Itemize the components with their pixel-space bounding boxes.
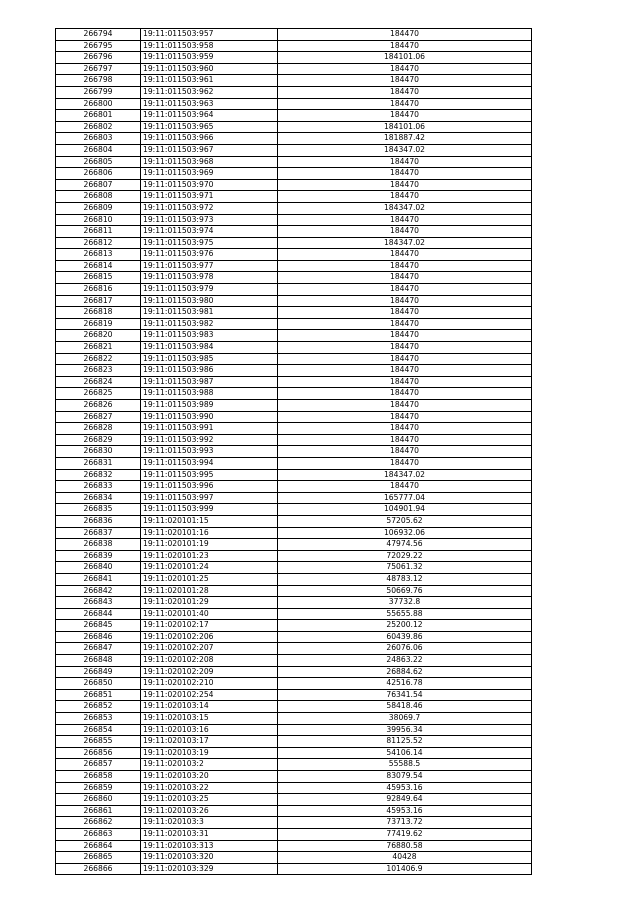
row-number-cell: 266825 bbox=[56, 388, 141, 400]
cadastral-number-cell: 19:11:011503:970 bbox=[141, 179, 278, 191]
cadastral-number-cell: 19:11:020101:23 bbox=[141, 550, 278, 562]
row-number-cell: 266808 bbox=[56, 191, 141, 203]
row-number-cell: 266864 bbox=[56, 840, 141, 852]
table-row bbox=[56, 260, 532, 272]
cadastral-number-cell: 19:11:011503:992 bbox=[141, 434, 278, 446]
row-number-cell: 266833 bbox=[56, 481, 141, 493]
table-row bbox=[56, 631, 532, 643]
row-number-cell: 266814 bbox=[56, 260, 141, 272]
row-number-cell: 266843 bbox=[56, 597, 141, 609]
row-number-cell: 266848 bbox=[56, 655, 141, 667]
table-row bbox=[56, 469, 532, 481]
table-row bbox=[56, 539, 532, 551]
cadastral-number-cell: 19:11:011503:975 bbox=[141, 237, 278, 249]
row-number-cell: 266861 bbox=[56, 805, 141, 817]
row-number-cell: 266838 bbox=[56, 539, 141, 551]
value-cell: 184470 bbox=[278, 156, 532, 168]
cadastral-number-cell: 19:11:020101:29 bbox=[141, 597, 278, 609]
row-number-cell: 266807 bbox=[56, 179, 141, 191]
row-number-cell: 266866 bbox=[56, 863, 141, 875]
cadastral-number-cell: 19:11:011503:979 bbox=[141, 284, 278, 296]
cadastral-number-cell: 19:11:020102:210 bbox=[141, 678, 278, 690]
cadastral-number-cell: 19:11:020103:25 bbox=[141, 794, 278, 806]
table-row bbox=[56, 655, 532, 667]
row-number-cell: 266811 bbox=[56, 226, 141, 238]
table-row bbox=[56, 121, 532, 133]
row-number-cell: 266809 bbox=[56, 202, 141, 214]
table-row bbox=[56, 226, 532, 238]
table-row bbox=[56, 446, 532, 458]
table-row bbox=[56, 643, 532, 655]
cadastral-number-cell: 19:11:020102:17 bbox=[141, 620, 278, 632]
table-row bbox=[56, 202, 532, 214]
value-cell: 184101.06 bbox=[278, 121, 532, 133]
row-number-cell: 266826 bbox=[56, 400, 141, 412]
value-cell: 55588.5 bbox=[278, 759, 532, 771]
row-number-cell: 266832 bbox=[56, 469, 141, 481]
cadastral-number-cell: 19:11:020103:313 bbox=[141, 840, 278, 852]
cadastral-number-cell: 19:11:011503:985 bbox=[141, 353, 278, 365]
row-number-cell: 266823 bbox=[56, 365, 141, 377]
cadastral-number-cell: 19:11:011503:973 bbox=[141, 214, 278, 226]
table-row bbox=[56, 492, 532, 504]
table-row bbox=[56, 191, 532, 203]
cadastral-number-cell: 19:11:020103:329 bbox=[141, 863, 278, 875]
value-cell: 40428 bbox=[278, 852, 532, 864]
row-number-cell: 266835 bbox=[56, 504, 141, 516]
table-row bbox=[56, 179, 532, 191]
row-number-cell: 266821 bbox=[56, 342, 141, 354]
table-row bbox=[56, 573, 532, 585]
table-row bbox=[56, 597, 532, 609]
cadastral-number-cell: 19:11:020101:16 bbox=[141, 527, 278, 539]
table-row bbox=[56, 771, 532, 783]
cadastral-number-cell: 19:11:020103:2 bbox=[141, 759, 278, 771]
value-cell: 38069.7 bbox=[278, 713, 532, 725]
row-number-cell: 266822 bbox=[56, 353, 141, 365]
row-number-cell: 266862 bbox=[56, 817, 141, 829]
table-row bbox=[56, 713, 532, 725]
table-row bbox=[56, 272, 532, 284]
row-number-cell: 266806 bbox=[56, 168, 141, 180]
cadastral-number-cell: 19:11:011503:977 bbox=[141, 260, 278, 272]
value-cell: 45953.16 bbox=[278, 805, 532, 817]
value-cell: 184347.02 bbox=[278, 144, 532, 156]
row-number-cell: 266810 bbox=[56, 214, 141, 226]
table-row bbox=[56, 411, 532, 423]
value-cell: 184470 bbox=[278, 272, 532, 284]
table-row bbox=[56, 98, 532, 110]
table-row bbox=[56, 782, 532, 794]
table-row bbox=[56, 40, 532, 52]
cadastral-number-cell: 19:11:011503:995 bbox=[141, 469, 278, 481]
table-row bbox=[56, 86, 532, 98]
row-number-cell: 266816 bbox=[56, 284, 141, 296]
table-row bbox=[56, 620, 532, 632]
cadastral-number-cell: 19:11:011503:958 bbox=[141, 40, 278, 52]
value-cell: 184470 bbox=[278, 226, 532, 238]
cadastral-number-cell: 19:11:020103:16 bbox=[141, 724, 278, 736]
value-cell: 58418.46 bbox=[278, 701, 532, 713]
value-cell: 48783.12 bbox=[278, 573, 532, 585]
table-row bbox=[56, 678, 532, 690]
cadastral-number-cell: 19:11:011503:984 bbox=[141, 342, 278, 354]
cadastral-number-cell: 19:11:011503:960 bbox=[141, 63, 278, 75]
table-row bbox=[56, 840, 532, 852]
value-cell: 184101.06 bbox=[278, 52, 532, 64]
value-cell: 184470 bbox=[278, 179, 532, 191]
row-number-cell: 266804 bbox=[56, 144, 141, 156]
row-number-cell: 266812 bbox=[56, 237, 141, 249]
cadastral-number-cell: 19:11:011503:967 bbox=[141, 144, 278, 156]
row-number-cell: 266856 bbox=[56, 747, 141, 759]
cadastral-number-cell: 19:11:011503:980 bbox=[141, 295, 278, 307]
row-number-cell: 266824 bbox=[56, 376, 141, 388]
row-number-cell: 266839 bbox=[56, 550, 141, 562]
cadastral-number-cell: 19:11:011503:968 bbox=[141, 156, 278, 168]
cadastral-number-cell: 19:11:020102:208 bbox=[141, 655, 278, 667]
table-row bbox=[56, 144, 532, 156]
value-cell: 184470 bbox=[278, 446, 532, 458]
value-cell: 184470 bbox=[278, 86, 532, 98]
value-cell: 75061.32 bbox=[278, 562, 532, 574]
value-cell: 73713.72 bbox=[278, 817, 532, 829]
cadastral-number-cell: 19:11:011503:963 bbox=[141, 98, 278, 110]
value-cell: 184470 bbox=[278, 29, 532, 41]
table-row bbox=[56, 562, 532, 574]
row-number-cell: 266795 bbox=[56, 40, 141, 52]
table-row bbox=[56, 457, 532, 469]
value-cell: 184470 bbox=[278, 307, 532, 319]
cadastral-number-cell: 19:11:011503:983 bbox=[141, 330, 278, 342]
cadastral-number-cell: 19:11:011503:978 bbox=[141, 272, 278, 284]
value-cell: 184470 bbox=[278, 191, 532, 203]
value-cell: 184470 bbox=[278, 330, 532, 342]
cadastral-number-cell: 19:11:011503:994 bbox=[141, 457, 278, 469]
row-number-cell: 266845 bbox=[56, 620, 141, 632]
table-row bbox=[56, 307, 532, 319]
cadastral-number-cell: 19:11:020103:19 bbox=[141, 747, 278, 759]
row-number-cell: 266813 bbox=[56, 249, 141, 261]
table-row bbox=[56, 75, 532, 87]
value-cell: 50669.76 bbox=[278, 585, 532, 597]
cadastral-number-cell: 19:11:011503:965 bbox=[141, 121, 278, 133]
value-cell: 184470 bbox=[278, 168, 532, 180]
cadastral-number-cell: 19:11:011503:969 bbox=[141, 168, 278, 180]
row-number-cell: 266827 bbox=[56, 411, 141, 423]
row-number-cell: 266801 bbox=[56, 110, 141, 122]
table-row bbox=[56, 168, 532, 180]
cadastral-number-cell: 19:11:020103:320 bbox=[141, 852, 278, 864]
cadastral-number-cell: 19:11:020101:24 bbox=[141, 562, 278, 574]
cadastral-number-cell: 19:11:011503:962 bbox=[141, 86, 278, 98]
table-row bbox=[56, 689, 532, 701]
cadastral-number-cell: 19:11:020103:17 bbox=[141, 736, 278, 748]
cadastral-number-cell: 19:11:020102:254 bbox=[141, 689, 278, 701]
cadastral-number-cell: 19:11:011503:961 bbox=[141, 75, 278, 87]
row-number-cell: 266844 bbox=[56, 608, 141, 620]
cadastral-number-cell: 19:11:011503:987 bbox=[141, 376, 278, 388]
value-cell: 184470 bbox=[278, 423, 532, 435]
value-cell: 184470 bbox=[278, 365, 532, 377]
value-cell: 83079.54 bbox=[278, 771, 532, 783]
table-row bbox=[56, 724, 532, 736]
cadastral-number-cell: 19:11:011503:982 bbox=[141, 318, 278, 330]
row-number-cell: 266859 bbox=[56, 782, 141, 794]
row-number-cell: 266863 bbox=[56, 828, 141, 840]
value-cell: 184470 bbox=[278, 75, 532, 87]
value-cell: 37732.8 bbox=[278, 597, 532, 609]
value-cell: 165777.04 bbox=[278, 492, 532, 504]
cadastral-number-cell: 19:11:011503:964 bbox=[141, 110, 278, 122]
cadastral-number-cell: 19:11:011503:986 bbox=[141, 365, 278, 377]
value-cell: 42516.78 bbox=[278, 678, 532, 690]
value-cell: 184470 bbox=[278, 388, 532, 400]
value-cell: 184470 bbox=[278, 400, 532, 412]
value-cell: 26884.62 bbox=[278, 666, 532, 678]
value-cell: 106932.06 bbox=[278, 527, 532, 539]
table-row bbox=[56, 353, 532, 365]
value-cell: 184470 bbox=[278, 318, 532, 330]
table-row bbox=[56, 736, 532, 748]
row-number-cell: 266850 bbox=[56, 678, 141, 690]
value-cell: 39956.34 bbox=[278, 724, 532, 736]
cadastral-number-cell: 19:11:020102:206 bbox=[141, 631, 278, 643]
row-number-cell: 266828 bbox=[56, 423, 141, 435]
row-number-cell: 266800 bbox=[56, 98, 141, 110]
value-cell: 184470 bbox=[278, 411, 532, 423]
table-row bbox=[56, 156, 532, 168]
table-row bbox=[56, 527, 532, 539]
table-row bbox=[56, 805, 532, 817]
table-row bbox=[56, 504, 532, 516]
value-cell: 54106.14 bbox=[278, 747, 532, 759]
cadastral-number-cell: 19:11:020101:25 bbox=[141, 573, 278, 585]
cadastral-number-cell: 19:11:011503:990 bbox=[141, 411, 278, 423]
row-number-cell: 266799 bbox=[56, 86, 141, 98]
value-cell: 184470 bbox=[278, 457, 532, 469]
value-cell: 24863.22 bbox=[278, 655, 532, 667]
cadastral-number-cell: 19:11:011503:981 bbox=[141, 307, 278, 319]
table-row bbox=[56, 376, 532, 388]
table-row bbox=[56, 515, 532, 527]
table-row bbox=[56, 608, 532, 620]
row-number-cell: 266820 bbox=[56, 330, 141, 342]
row-number-cell: 266798 bbox=[56, 75, 141, 87]
row-number-cell: 266847 bbox=[56, 643, 141, 655]
table-row bbox=[56, 110, 532, 122]
cadastral-number-cell: 19:11:020101:19 bbox=[141, 539, 278, 551]
value-cell: 184470 bbox=[278, 214, 532, 226]
cadastral-number-cell: 19:11:011503:957 bbox=[141, 29, 278, 41]
row-number-cell: 266842 bbox=[56, 585, 141, 597]
table-row bbox=[56, 817, 532, 829]
cadastral-number-cell: 19:11:020101:28 bbox=[141, 585, 278, 597]
cadastral-number-cell: 19:11:011503:966 bbox=[141, 133, 278, 145]
table-row bbox=[56, 133, 532, 145]
cadastral-number-cell: 19:11:011503:988 bbox=[141, 388, 278, 400]
table-row bbox=[56, 29, 532, 41]
table-row bbox=[56, 237, 532, 249]
value-cell: 26076.06 bbox=[278, 643, 532, 655]
row-number-cell: 266805 bbox=[56, 156, 141, 168]
row-number-cell: 266831 bbox=[56, 457, 141, 469]
table-row bbox=[56, 318, 532, 330]
cadastral-number-cell: 19:11:020103:22 bbox=[141, 782, 278, 794]
table-row bbox=[56, 759, 532, 771]
table-row bbox=[56, 863, 532, 875]
row-number-cell: 266855 bbox=[56, 736, 141, 748]
table-row bbox=[56, 481, 532, 493]
cadastral-number-cell: 19:11:020101:40 bbox=[141, 608, 278, 620]
table-row bbox=[56, 852, 532, 864]
cadastral-number-cell: 19:11:011503:996 bbox=[141, 481, 278, 493]
row-number-cell: 266841 bbox=[56, 573, 141, 585]
row-number-cell: 266860 bbox=[56, 794, 141, 806]
value-cell: 92849.64 bbox=[278, 794, 532, 806]
value-cell: 184470 bbox=[278, 110, 532, 122]
table-row bbox=[56, 701, 532, 713]
table-row bbox=[56, 295, 532, 307]
table-row bbox=[56, 794, 532, 806]
row-number-cell: 266852 bbox=[56, 701, 141, 713]
cadastral-number-cell: 19:11:020103:26 bbox=[141, 805, 278, 817]
value-cell: 57205.62 bbox=[278, 515, 532, 527]
row-number-cell: 266802 bbox=[56, 121, 141, 133]
cadastral-number-cell: 19:11:011503:997 bbox=[141, 492, 278, 504]
value-cell: 104901.94 bbox=[278, 504, 532, 516]
table-row bbox=[56, 423, 532, 435]
table-body bbox=[56, 29, 532, 875]
value-cell: 184470 bbox=[278, 249, 532, 261]
value-cell: 81125.52 bbox=[278, 736, 532, 748]
cadastral-number-cell: 19:11:020103:3 bbox=[141, 817, 278, 829]
value-cell: 55655.88 bbox=[278, 608, 532, 620]
row-number-cell: 266840 bbox=[56, 562, 141, 574]
row-number-cell: 266817 bbox=[56, 295, 141, 307]
row-number-cell: 266853 bbox=[56, 713, 141, 725]
cadastral-number-cell: 19:11:020102:209 bbox=[141, 666, 278, 678]
cadastral-number-cell: 19:11:020102:207 bbox=[141, 643, 278, 655]
row-number-cell: 266837 bbox=[56, 527, 141, 539]
value-cell: 25200.12 bbox=[278, 620, 532, 632]
cadastral-number-cell: 19:11:020101:15 bbox=[141, 515, 278, 527]
value-cell: 184470 bbox=[278, 353, 532, 365]
value-cell: 184470 bbox=[278, 434, 532, 446]
value-cell: 184470 bbox=[278, 63, 532, 75]
table-row bbox=[56, 52, 532, 64]
row-number-cell: 266796 bbox=[56, 52, 141, 64]
value-cell: 184347.02 bbox=[278, 202, 532, 214]
value-cell: 184470 bbox=[278, 260, 532, 272]
table-row bbox=[56, 342, 532, 354]
value-cell: 184347.02 bbox=[278, 469, 532, 481]
value-cell: 77419.62 bbox=[278, 828, 532, 840]
table-row bbox=[56, 550, 532, 562]
table-row bbox=[56, 388, 532, 400]
cadastral-number-cell: 19:11:011503:976 bbox=[141, 249, 278, 261]
value-cell: 47974.56 bbox=[278, 539, 532, 551]
cadastral-number-cell: 19:11:011503:959 bbox=[141, 52, 278, 64]
value-cell: 184470 bbox=[278, 376, 532, 388]
table-row bbox=[56, 585, 532, 597]
row-number-cell: 266854 bbox=[56, 724, 141, 736]
table-row bbox=[56, 330, 532, 342]
table-row bbox=[56, 214, 532, 226]
table-row bbox=[56, 249, 532, 261]
value-cell: 181887.42 bbox=[278, 133, 532, 145]
row-number-cell: 266834 bbox=[56, 492, 141, 504]
table-row bbox=[56, 747, 532, 759]
cadastral-number-cell: 19:11:011503:972 bbox=[141, 202, 278, 214]
row-number-cell: 266865 bbox=[56, 852, 141, 864]
value-cell: 184470 bbox=[278, 40, 532, 52]
table-row bbox=[56, 400, 532, 412]
row-number-cell: 266815 bbox=[56, 272, 141, 284]
value-cell: 184470 bbox=[278, 342, 532, 354]
cadastral-number-cell: 19:11:011503:971 bbox=[141, 191, 278, 203]
cadastral-number-cell: 19:11:020103:31 bbox=[141, 828, 278, 840]
cadastral-number-cell: 19:11:020103:14 bbox=[141, 701, 278, 713]
row-number-cell: 266819 bbox=[56, 318, 141, 330]
cadastral-number-cell: 19:11:020103:15 bbox=[141, 713, 278, 725]
row-number-cell: 266851 bbox=[56, 689, 141, 701]
row-number-cell: 266846 bbox=[56, 631, 141, 643]
row-number-cell: 266797 bbox=[56, 63, 141, 75]
value-cell: 72029.22 bbox=[278, 550, 532, 562]
value-cell: 184470 bbox=[278, 481, 532, 493]
value-cell: 184470 bbox=[278, 295, 532, 307]
value-cell: 184470 bbox=[278, 98, 532, 110]
row-number-cell: 266794 bbox=[56, 29, 141, 41]
cadastral-number-cell: 19:11:011503:999 bbox=[141, 504, 278, 516]
table-row bbox=[56, 365, 532, 377]
value-cell: 184347.02 bbox=[278, 237, 532, 249]
table-row bbox=[56, 434, 532, 446]
cadastral-number-cell: 19:11:011503:993 bbox=[141, 446, 278, 458]
row-number-cell: 266849 bbox=[56, 666, 141, 678]
cadastral-number-cell: 19:11:011503:989 bbox=[141, 400, 278, 412]
row-number-cell: 266830 bbox=[56, 446, 141, 458]
value-cell: 45953.16 bbox=[278, 782, 532, 794]
row-number-cell: 266858 bbox=[56, 771, 141, 783]
row-number-cell: 266818 bbox=[56, 307, 141, 319]
value-cell: 101406.9 bbox=[278, 863, 532, 875]
table-row bbox=[56, 284, 532, 296]
value-cell: 184470 bbox=[278, 284, 532, 296]
table-row bbox=[56, 63, 532, 75]
row-number-cell: 266803 bbox=[56, 133, 141, 145]
cadastral-number-cell: 19:11:020103:20 bbox=[141, 771, 278, 783]
cadastral-number-cell: 19:11:011503:974 bbox=[141, 226, 278, 238]
row-number-cell: 266857 bbox=[56, 759, 141, 771]
value-cell: 60439.86 bbox=[278, 631, 532, 643]
cadastral-number-cell: 19:11:011503:991 bbox=[141, 423, 278, 435]
data-table bbox=[55, 28, 532, 875]
table-row bbox=[56, 666, 532, 678]
value-cell: 76880.58 bbox=[278, 840, 532, 852]
row-number-cell: 266829 bbox=[56, 434, 141, 446]
table-row bbox=[56, 828, 532, 840]
row-number-cell: 266836 bbox=[56, 515, 141, 527]
value-cell: 76341.54 bbox=[278, 689, 532, 701]
